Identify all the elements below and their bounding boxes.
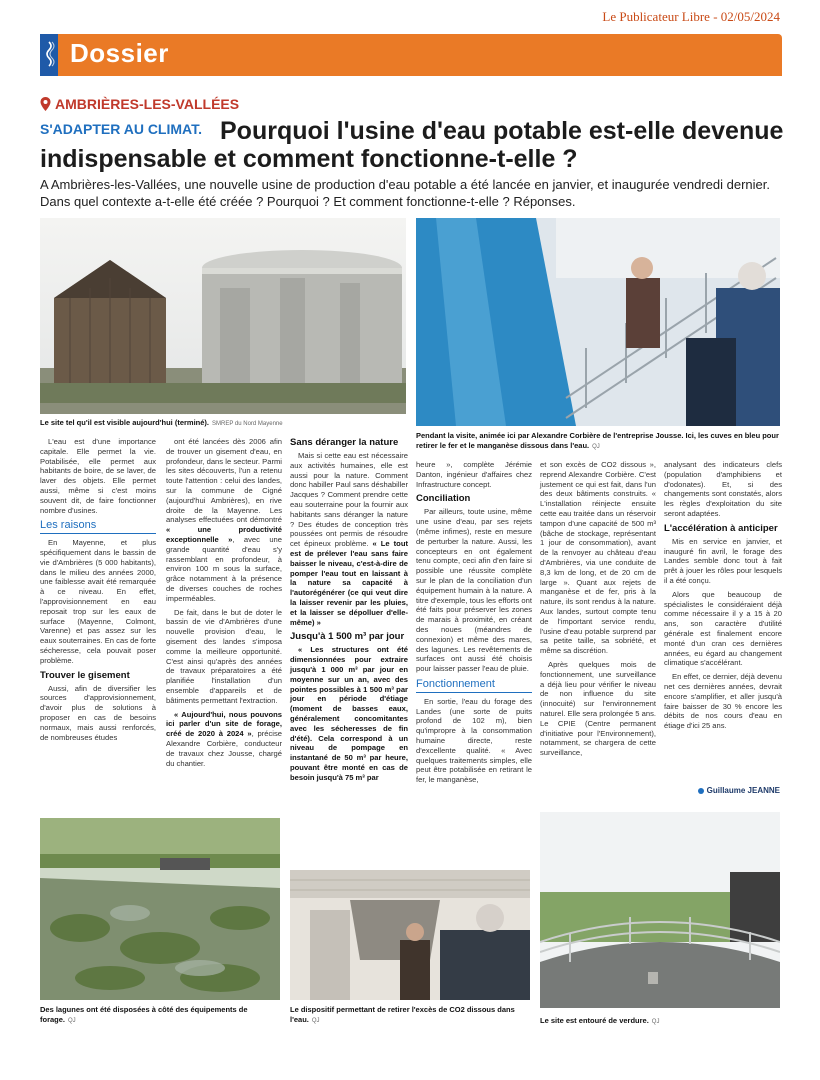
building-caption: Le site tel qu'il est visible aujourd'hui (terminé). SMREP du Nord Mayenne: [40, 418, 283, 427]
site-photo: [540, 812, 780, 1008]
article-kicker: S'ADAPTER AU CLIMAT.: [40, 121, 202, 137]
article-title: Pourquoi l'usine d'eau potable est-elle devenue indispensable et comment fonctionne-t-elle ?: [40, 117, 784, 173]
paragraph: Après quelques mois de fonctionnement, une surveillance a déjà lieu pour vérifier le niveau de non influence du site (innocuité) sur l'environnement naturel. Elle sera prolongée 5 ans. Le CPIE (Centre permanent d'initiative pour l'Environnement), notamment, se chargera de cette surveillance,: [540, 659, 656, 758]
paragraph: Par ailleurs, toute usine, même une usine d'eau, par ses rejets (même infimes), reste en mesure de perturber la nature. Aussi, les concepteurs en ont également tenu compte, ceci afin d'en faire si possible une réussite complète sur le plan de la conciliation d'un équipement humain à la nature. A titre d'exemple, tous les efforts ont été faits pour préserver les zones de marais à proximité, en créant des noues (méandres de connexion) et même des mares, des lagunes. Les revêtements de surfaces ont aussi été choisis pour laisser passer l'eau de pluie.: [416, 507, 532, 674]
map-pin-icon: [40, 97, 51, 111]
location-name: AMBRIÈRES-LES-VALLÉES: [55, 96, 240, 112]
paragraph: Alors que beaucoup de spécialistes le considéraient déjà comme nécessaire il y a 15 à 20 ans, son caractère d'utilité générale est finalement encore monté d'un cran ces dernières années, eu égard au changement climatique s'accélérant.: [664, 589, 782, 668]
visit-caption: Pendant la visite, animée ici par Alexandre Corbière de l'entreprise Jousse. Ici, les cuves en bleu pour retirer le fer et le manganèse dissous dans l'eau. QJ: [416, 431, 779, 450]
paragraph: Aussi, afin de diversifier les sources d'approvisionnement, d'avoir plus de solutions à proposer en cas de besoins normaux, mais aussi renforcés, de nombreuses études: [40, 683, 156, 742]
subhead-conciliation: Conciliation: [416, 493, 471, 505]
paragraph: En Mayenne, et plus spécifiquement dans le bassin de vie d'Ambrières (5 000 habitants), dans le milieu des années 2000, une faiblesse avait été remarquée à ce niveau. En effet, l'approvisionnement en eau reposait trop sur les eaux de surface (Mayenne, Colmont, Varenne) et pas assez sur les eaux souterraines. En cas de forte sécheresse, cela pouvait poser problème.: [40, 538, 156, 665]
building-photo: [40, 218, 406, 414]
location-line: [40, 96, 239, 112]
co2-caption: Le dispositif permettant de retirer l'excès de CO2 dissous dans l'eau. QJ: [290, 1005, 515, 1024]
column-4: [416, 460, 532, 789]
paragraph: analysant des indicateurs clefs (population d'amphibiens et d'odonates). Et, si des changements sont constatés, alors les règles d'exploitation du site seront adaptées.: [664, 460, 782, 518]
column-3: [290, 437, 408, 787]
paragraph: L'eau est d'une importance capitale. Elle permet la vie. Potabilisée, elle permet aux habitants de boire, de se laver, de laver des objets. Elle permet aussi, même si c'est moins souvent dit, de faire fonctionner nombre d'usines.: [40, 437, 156, 515]
visit-photo: [416, 218, 780, 426]
subhead-gisement: Trouver le gisement: [40, 669, 130, 681]
paragraph: De fait, dans le but de doter le bassin de vie d'Ambrières d'une nouvelle provision d'eau, le gisement des landes s'imposa comme la meilleure opportunité. C'est ainsi qu'après des années de travaux préparatoires a été planifiée l'installation d'un ensemble d'appareils et de bâtiments permettant l'extraction.: [166, 607, 282, 705]
section-tab: [40, 34, 58, 76]
paragraph: ont été lancées dès 2006 afin de trouver un gisement d'eau, en profondeur, dans le secteur. Parmi les sites découverts, l'un a retenu toute l'attention : celui des landes, sur la commune de Cigné (aujourd'hui Ambrières), en rive droite de la Mayenne. Les analyses effectuées ont démontré « une productivité exceptionnelle », avec une grande quantité d'eau s'y rassemblant en profondeur, à environ 100 m sous la surface, grâce notamment à la présence de diverses couches de roches imperméables.: [166, 437, 282, 603]
paragraph: heure », complète Jérémie Danton, ingénieur d'affaires chez Infrastructure concept.: [416, 460, 532, 489]
co2-photo: [290, 870, 530, 1000]
subhead-fonctionnement: Fonctionnement: [416, 680, 532, 693]
bullet-icon: [698, 788, 704, 794]
column-6: [664, 460, 782, 735]
waves-icon: [43, 40, 55, 70]
paragraph: Mis en service en janvier, et inauguré fin avril, le forage des Landes semble donc tout à fait prêt à jouer les rôles pour lesquels il a été conçu.: [664, 536, 782, 585]
subhead-debit: Jusqu'à 1 500 m³ par jour: [290, 631, 405, 643]
column-5: [540, 460, 656, 762]
paragraph: « Aujourd'hui, nous pouvons ici parler d'un site de forage, créé de 2020 à 2024 », précise Alexandre Corbière, conducteur de travaux chez Jousse, chargé du chantier.: [166, 709, 282, 768]
author-signature: Guillaume JEANNE: [698, 786, 780, 795]
subhead-nature: Sans déranger la nature: [290, 437, 399, 448]
section-title: Dossier: [70, 38, 169, 68]
paragraph: Mais si cette eau est nécessaire aux activités humaines, elle est aussi pour la nature. Comment donc habiller Paul sans déshabiller Jacques ? Comment prendre cette eau souterraine pour la fournir aux habitants sans déranger la nature ? Des études de conception très poussées ont permis de résoudre cet épineux problème. « Le tout est de prélever l'eau sans faire baisser le niveau, c'est-à-dire de pomper l'eau tout en laissant à la nature sa capacité à l'autorégénérer (ce qui veut dire la laisser revenir par les pluies, et la laisser se dépolluer d'elle-même) »: [290, 451, 408, 627]
column-2: [166, 437, 282, 772]
subhead-acceleration: L'accélération à anticiper: [664, 522, 778, 534]
subhead-raisons: Les raisons: [40, 521, 156, 534]
column-1: [40, 437, 156, 746]
site-caption: Le site est entouré de verdure. QJ: [540, 1016, 660, 1025]
lagoons-photo: [40, 818, 280, 1000]
publication-date: Le Publicateur Libre - 02/05/2024: [602, 9, 780, 24]
paragraph: En effet, ce dernier, déjà devenu net ces dernières années, devrait encore s'amplifier, et aller jusqu'à faire baisser de 30 % encore les débits de nos cours d'eau en étiage d'ici 25 ans.: [664, 672, 782, 731]
lagoons-caption: Des lagunes ont été disposées à côté des équipements de forage. QJ: [40, 1005, 248, 1024]
paragraph: En sortie, l'eau du forage des Landes (une sorte de puits profond de 102 m), bien qu'impropre à la consommation humaine directe, reste d'excellente qualité. « Avec quelques traitements simples, elle peut être potabilisée en retirant le fer, le manganèse,: [416, 696, 532, 785]
paragraph: et son excès de CO2 dissous », reprend Alexandre Corbière. C'est justement ce qui est fait, dans l'un des deux bâtiments construits. « L'installation réinjecte ensuite cette eau traitée dans un réservoir tampon d'une capacité de 500 m³ (bâche de stockage, représentant 1 jour de consommation), avant de la renvoyer au château d'eau d'Ambrières, via une conduite de 8,3 km de long, et de 20 cm de large ». Quant aux rejets de manganèse et de fer, pris à la nature, ils sont rendus à la nature. Aux landes, surtout compte tenu de l'important service rendu, l'usine d'eau potable surprend par sa petite taille, sa sobriété, et même sa discrétion.: [540, 460, 656, 656]
article-lead: A Ambrières-les-Vallées, une nouvelle usine de production d'eau potable a été lancée en janvier, et inaugurée vendredi dernier. Dans quel contexte a-t-elle été créée ? Pourquoi ? Et comment fonctionne-t-elle ? Réponses.: [40, 177, 771, 209]
paragraph: « Les structures ont été dimensionnées pour extraire jusqu'à 1 000 m³ par jour en moyenne sur un an, avec des pointes possibles à 1 500 m³ par jour en période d'étiage (moment de basses eaux, généralement concomitantes avec les sécheresses de fin d'été). Cela correspond à un niveau de pompage en instantané de 50 m³ par heure, pouvant être monté en cas de besoin jusqu'à 75 m³ par: [290, 645, 408, 782]
